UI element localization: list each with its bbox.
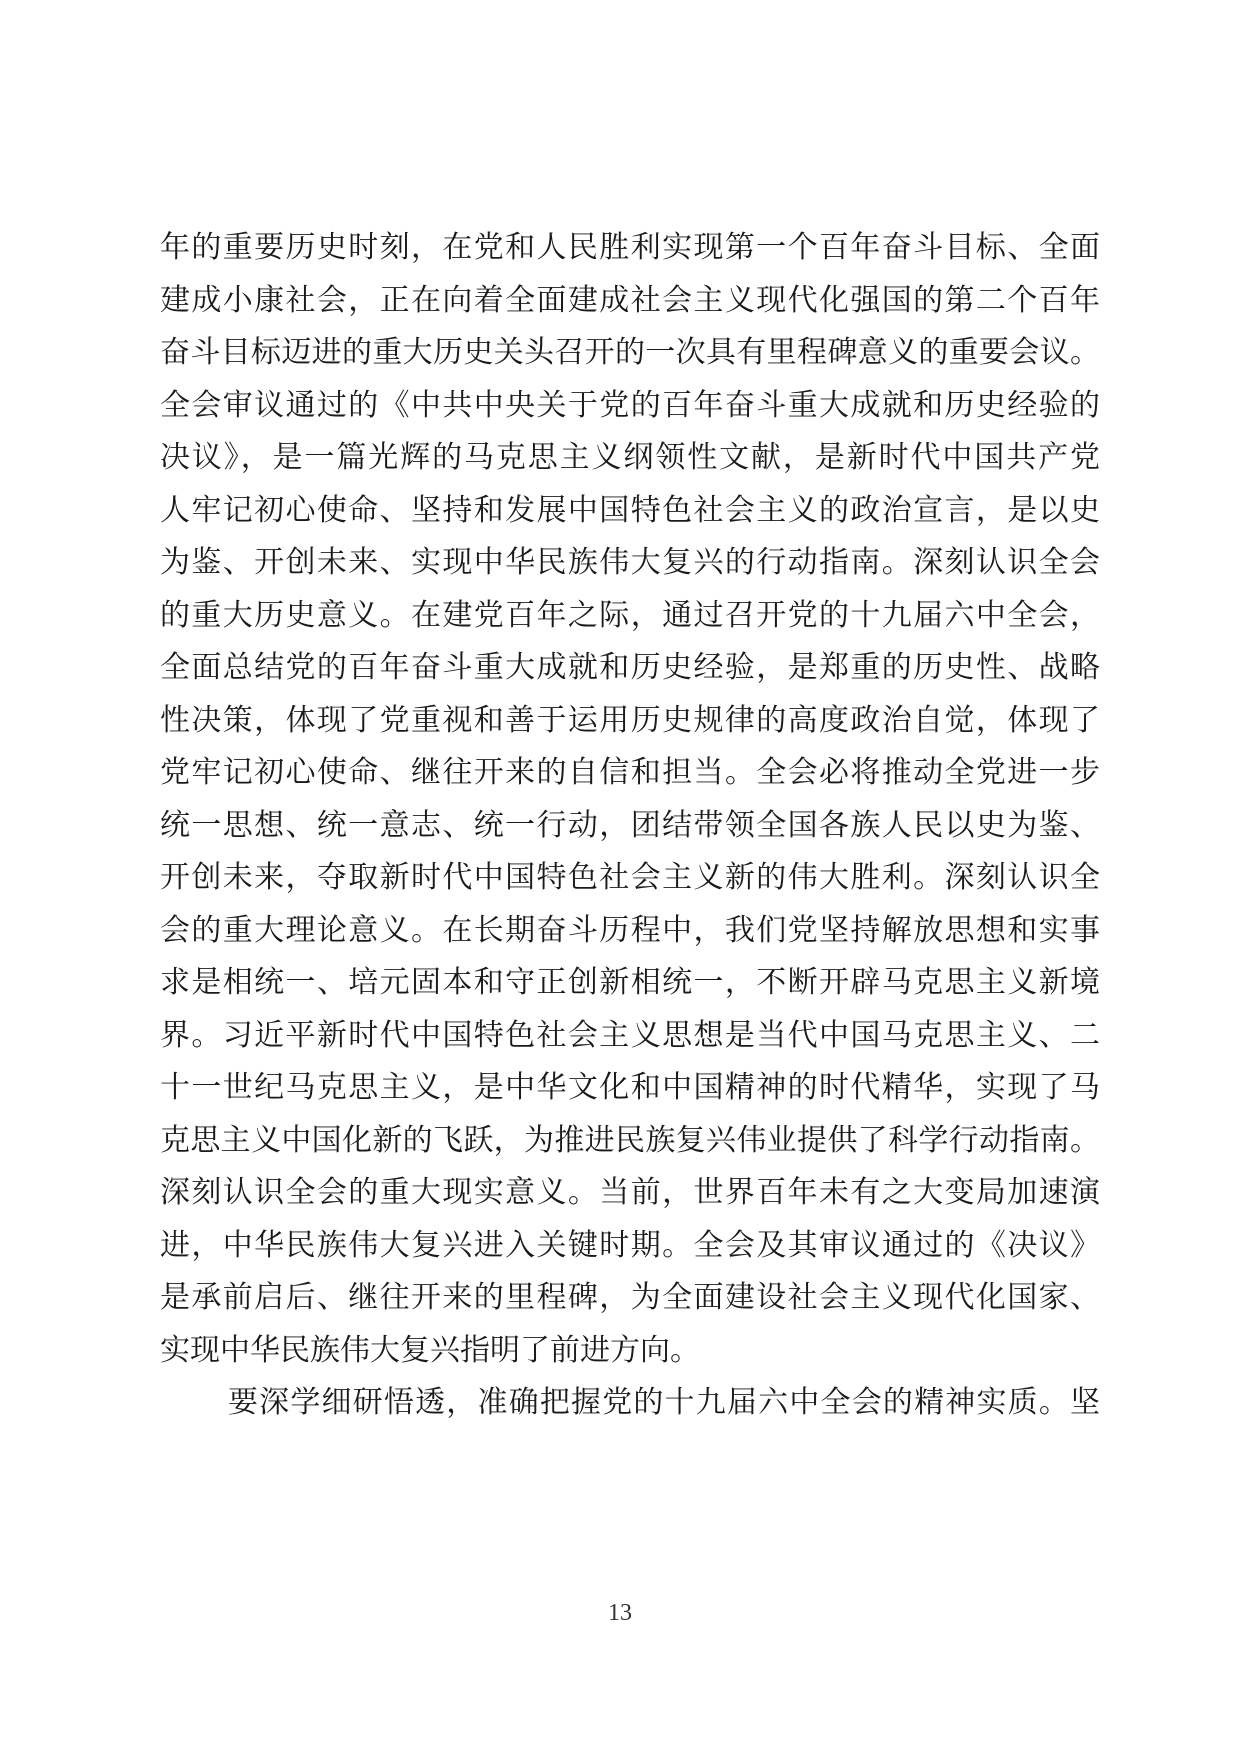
text-line: 开创未来，夺取新时代中国特色社会主义新的伟大胜利。深刻认识全 (160, 860, 1100, 895)
text-line: 十一世纪马克思主义，是中华文化和中国精神的时代精华，实现了马 (160, 1070, 1100, 1105)
text-line: 决议》，是一篇光辉的马克思主义纲领性文献，是新时代中国共产党 (160, 440, 1100, 475)
page-number: 13 (608, 1600, 632, 1626)
text-line: 为鉴、开创未来、实现中华民族伟大复兴的行动指南。深刻认识全会 (160, 545, 1100, 580)
text-line: 是承前启后、继往开来的里程碑，为全面建设社会主义现代化国家、 (160, 1280, 1100, 1315)
paragraph-first-line: 要深学细研悟透，准确把握党的十九届六中全会的精神实质。坚 (228, 1385, 1100, 1420)
text-line: 会的重大理论意义。在长期奋斗历程中，我们党坚持解放思想和实事 (160, 912, 1100, 948)
text-line: 深刻认识全会的重大现实意义。当前，世界百年未有之大变局加速演 (160, 1175, 1100, 1210)
text-line: 奋斗目标迈进的重大历史关头召开的一次具有里程碑意义的重要会议。 (160, 335, 1100, 370)
text-line: 全面总结党的百年奋斗重大成就和历史经验，是郑重的历史性、战略 (160, 650, 1100, 685)
text-line: 全会审议通过的《中共中央关于党的百年奋斗重大成就和历史经验的 (160, 387, 1100, 423)
text-line: 进，中华民族伟大复兴进入关键时期。全会及其审议通过的《决议》 (160, 1227, 1100, 1263)
text-line: 性决策，体现了党重视和善于运用历史规律的高度政治自觉，体现了 (160, 702, 1100, 738)
text-line: 的重大历史意义。在建党百年之际，通过召开党的十九届六中全会， (160, 597, 1100, 633)
text-line: 党牢记初心使命、继往开来的自信和担当。全会必将推动全党进一步 (160, 755, 1100, 790)
text-line: 求是相统一、培元固本和守正创新相统一，不断开辟马克思主义新境 (160, 965, 1100, 1000)
text-line: 人牢记初心使命、坚持和发展中国特色社会主义的政治宣言，是以史 (160, 492, 1100, 528)
text-line: 界。习近平新时代中国特色社会主义思想是当代中国马克思主义、二 (160, 1017, 1100, 1053)
text-line: 建成小康社会，正在向着全面建成社会主义现代化强国的第二个百年 (160, 282, 1100, 318)
body-text (160, 222, 1100, 1430)
text-line: 克思主义中国化新的飞跃，为推进民族复兴伟业提供了科学行动指南。 (160, 1122, 1100, 1158)
text-line: 年的重要历史时刻，在党和人民胜利实现第一个百年奋斗目标、全面 (160, 230, 1100, 265)
text-line: 统一思想、统一意志、统一行动，团结带领全国各族人民以史为鉴、 (160, 807, 1100, 843)
text-line: 实现中华民族伟大复兴指明了前进方向。 (160, 1332, 700, 1368)
